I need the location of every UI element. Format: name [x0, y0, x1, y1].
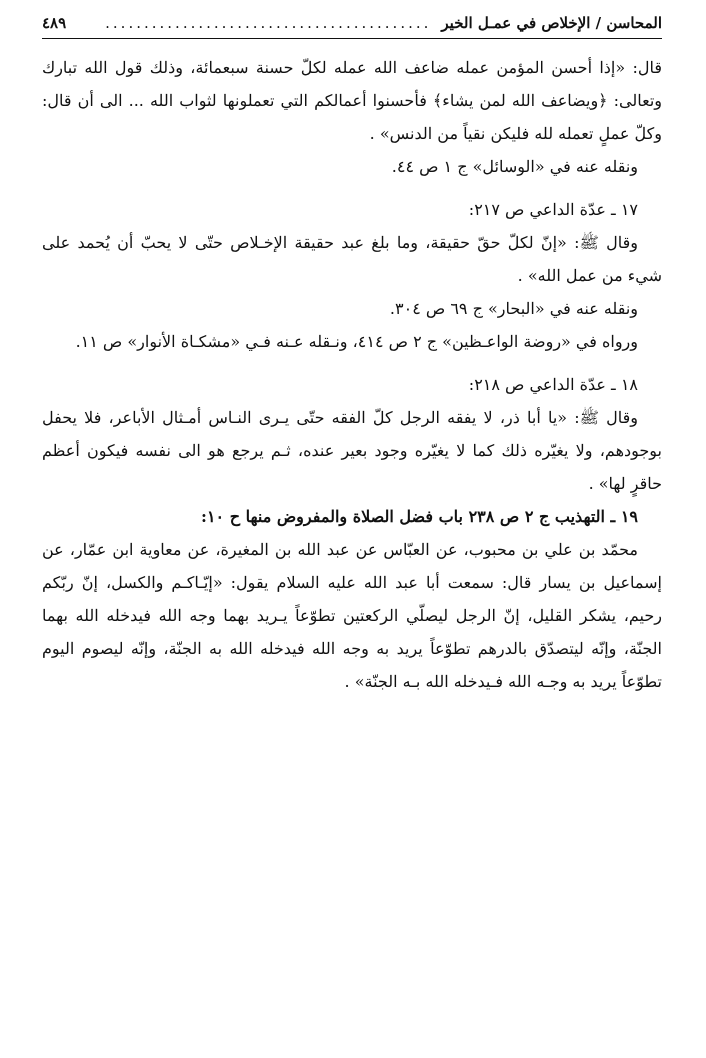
paragraph-entry-17-heading: ١٧ ـ عدّة الداعي ص ٢١٧:: [468, 200, 638, 219]
paragraph-source-note: ونقله عنه في «الوسائل» ج ١ ص ٤٤.: [391, 157, 638, 176]
paragraph-source-note: ورواه في «روضة الواعـظين» ج ٢ ص ٤١٤، ونـقله عـنه فـي «مشكـاة الأنوار» ص ١١.: [75, 332, 638, 351]
page-number: ٤٨٩: [42, 14, 67, 32]
book-page: [42, 12, 662, 698]
paragraph-source-note: ونقله عنه في «البحار» ج ٦٩ ص ٣٠٤.: [389, 299, 638, 318]
paragraph-entry-19-heading: ١٩ ـ التهذيب ج ٢ ص ٢٣٨ باب فضل الصلاة والمفروض منها ح ١٠:: [201, 507, 638, 526]
paragraph-entry-18-heading: ١٨ ـ عدّة الداعي ص ٢١٨:: [468, 375, 638, 394]
running-header: [42, 12, 662, 34]
paragraph-entry-18-text: وقال ﷺ: «يا أبا ذر، لا يفقه الرجل كلّ الفقه حتّى يـرى النـاس أمـثال الأباعر، فلا يحفل بوجودهم، ولا يغيّره ذلك كما لا يغيّره وجود بعير عنده، ثـم يرجع هو الى نفسه فيكون أعظم حاقرٍ لها» .: [42, 408, 662, 493]
paragraph-hadith-continuation: قال: «إذا أحسن المؤمن عمله ضاعف الله عمله لكلّ حسنة سبعمائة، وذلك قول الله تبارك وتعالى: ﴿ويضاعف الله لمن يشاء﴾ فأحسنوا أعمالكم التي تعملونها لثواب الله ... الى أن قال: وكلّ عملٍ تعمله لله فليكن نقياً من الدنس» .: [42, 58, 662, 143]
page-body: [42, 51, 662, 698]
header-title: المحاسن / الإخلاص في عمـل الخير: [441, 14, 662, 32]
paragraph-entry-19-text: محمّد بن علي بن محبوب، عن العبّاس عن عبد الله بن المغيرة، عن معاوية ابن عمّار، عن إسماعيل بن يسار قال: سمعت أبا عبد الله عليه السلام يقول: «إيّـاكـم والكسل، إنّ ربّكم رحيم، يشكر القليل، إنّ الرجل ليصلّي الركعتين تطوّعاً يـريد بهما وجه الله فيدخله الله بهما الجنّة، وإنّه ليتصدّق بالدرهم تطوّعاً يريد به وجه الله فيدخله الله به الجنّة، وإنّه ليصوم اليوم تطوّعاً يريد به وجـه الله فـيدخله الله بـه الجنّة» .: [42, 540, 662, 691]
header-leader-dots: ..........................................: [105, 14, 432, 32]
paragraph-entry-17-text: وقال ﷺ: «إنّ لكلّ حقّ حقيقة، وما بلغ عبد حقيقة الإخـلاص حتّى لا يحبّ أن يُحمد على شيء من عمل الله» .: [42, 233, 662, 285]
header-rule: [42, 38, 662, 39]
